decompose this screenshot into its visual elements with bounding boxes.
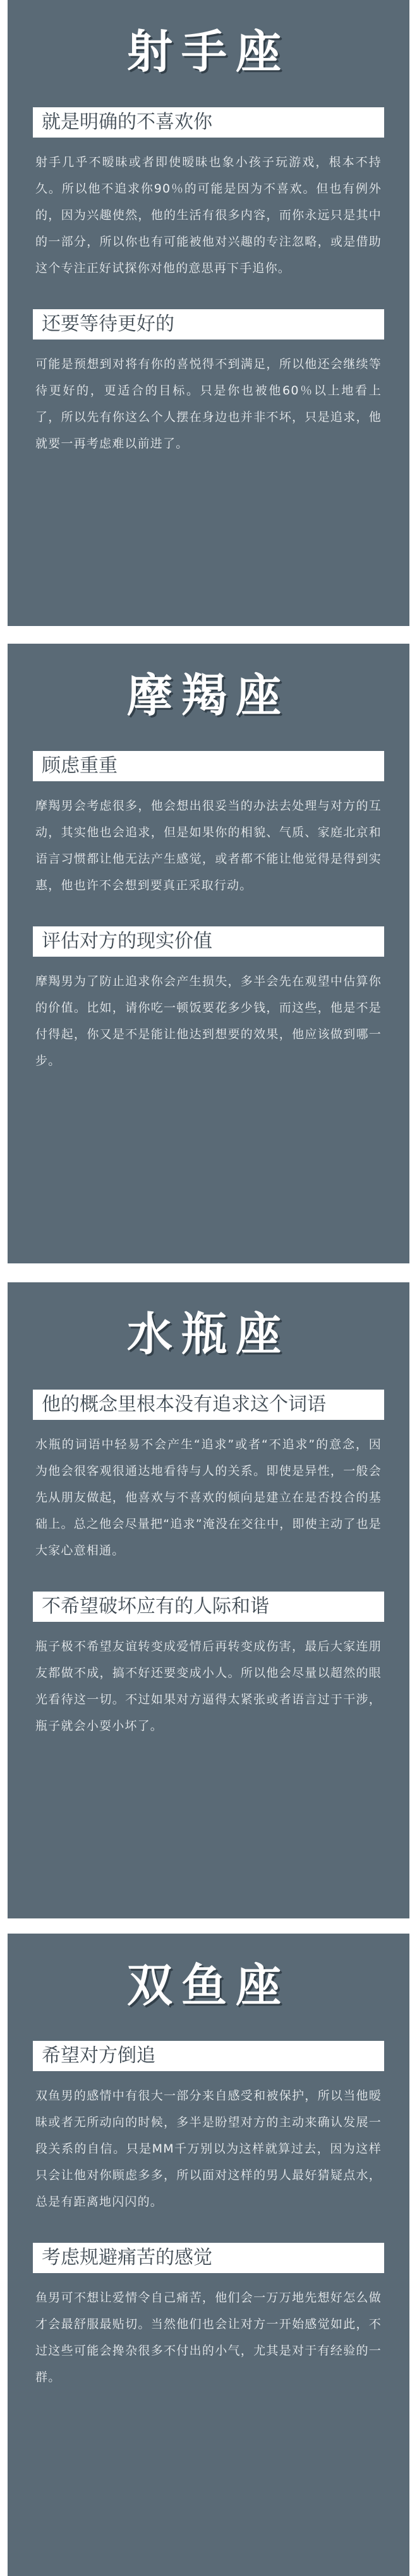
sign-title: 摩羯座 (126, 669, 290, 722)
content-section (33, 751, 384, 899)
sign-title: 水瓶座 (126, 1308, 290, 1361)
zodiac-card-pisces (8, 1934, 409, 2576)
section-body: 鱼男可不想让爱情令自己痛苦，他们会一万万地先想好怎么做才会最舒服最贴切。当然他们也会让对方一开始感觉如此，不过这些可能会搀杂很多不付出的小气，尤其是对于有经验的一群。 (35, 2291, 382, 2384)
zodiac-card-sagittarius (8, 0, 409, 626)
content-section (33, 1592, 384, 1739)
section-body: 射手几乎不暧昧或者即使暧昧也象小孩子玩游戏，根本不持久。所以他不追求你90％的可能是因为不喜欢。但也有例外的，因为兴趣使然，他的生活有很多内容，而你永远只是其中的一部分，所以你也有可能被他对兴趣的专注忽略，或是借助这个专注正好试探你对他的意思再下手追你。 (35, 155, 382, 275)
content-section (33, 2041, 384, 2215)
section-body: 可能是预想到对将有你的喜悦得不到满足，所以他还会继续等待更好的，更适合的目标。只是你也被他60％以上地看上了，所以先有你这么个人摆在身边也并非不坏，只是追求，他就要一再考虑难以前进了。 (35, 357, 382, 451)
section-heading: 希望对方倒追 (33, 2041, 384, 2071)
sign-title: 射手座 (126, 25, 290, 78)
content-section (33, 107, 384, 281)
sign-title: 双鱼座 (126, 1959, 290, 2012)
section-heading: 顾虑重重 (33, 751, 384, 781)
section-body: 水瓶的词语中轻易不会产生“追求”或者“不追求”的意念，因为他会很客观很通达地看待与人的关系。即使是异性，一般会先从朋友做起，他喜欢与不喜欢的倾向是建立在是否投合的基础上。总之他会尽量把“追求”淹没在交往中，即使主动了也是大家心意相通。 (35, 1438, 382, 1557)
section-heading: 评估对方的现实价值 (33, 926, 384, 957)
section-body: 瓶子极不希望友谊转变成爱情后再转变成伤害，最后大家连朋友都做不成，搞不好还要变成小人。所以他会尽量以超然的眼光看待这一切。不过如果对方逼得太紧张或者语言过于干涉，瓶子就会小耍小坏了。 (35, 1640, 382, 1733)
section-heading: 他的概念里根本没有追求这个词语 (33, 1390, 384, 1420)
zodiac-card-capricorn (8, 644, 409, 1263)
section-body: 双鱼男的感情中有很大一部分来自感受和被保护，所以当他暧昧或者无所动向的时候，多半是盼望对方的主动来确认发展一段关系的自信。只是MM千万别以为这样就算过去，因为这样只会让他对你顾虑多多，所以面对这样的男人最好猜疑点水，总是有距离地闪闪的。 (35, 2089, 382, 2209)
section-heading: 就是明确的不喜欢你 (33, 107, 384, 138)
content-section (33, 1390, 384, 1564)
section-heading: 考虑规避痛苦的感觉 (33, 2243, 384, 2273)
content-section (33, 309, 384, 457)
zodiac-card-aquarius (8, 1282, 409, 1918)
section-body: 摩羯男会考虑很多，他会想出很妥当的办法去处理与对方的互动，其实他也会追求，但是如果你的相貌、气质、家庭北京和语言习惯都让他无法产生感觉，或者都不能让他觉得是得到实惠，他也许不会想到要真正采取行动。 (35, 799, 382, 892)
section-body: 摩羯男为了防止追求你会产生损失，多半会先在观望中估算你的价值。比如，请你吃一顿饭要花多少钱，而这些，他是不是付得起，你又是不是能让他达到想要的效果，他应该做到哪一步。 (35, 974, 382, 1068)
content-section (33, 926, 384, 1074)
content-section (33, 2243, 384, 2390)
section-heading: 不希望破坏应有的人际和谐 (33, 1592, 384, 1622)
section-heading: 还要等待更好的 (33, 309, 384, 340)
